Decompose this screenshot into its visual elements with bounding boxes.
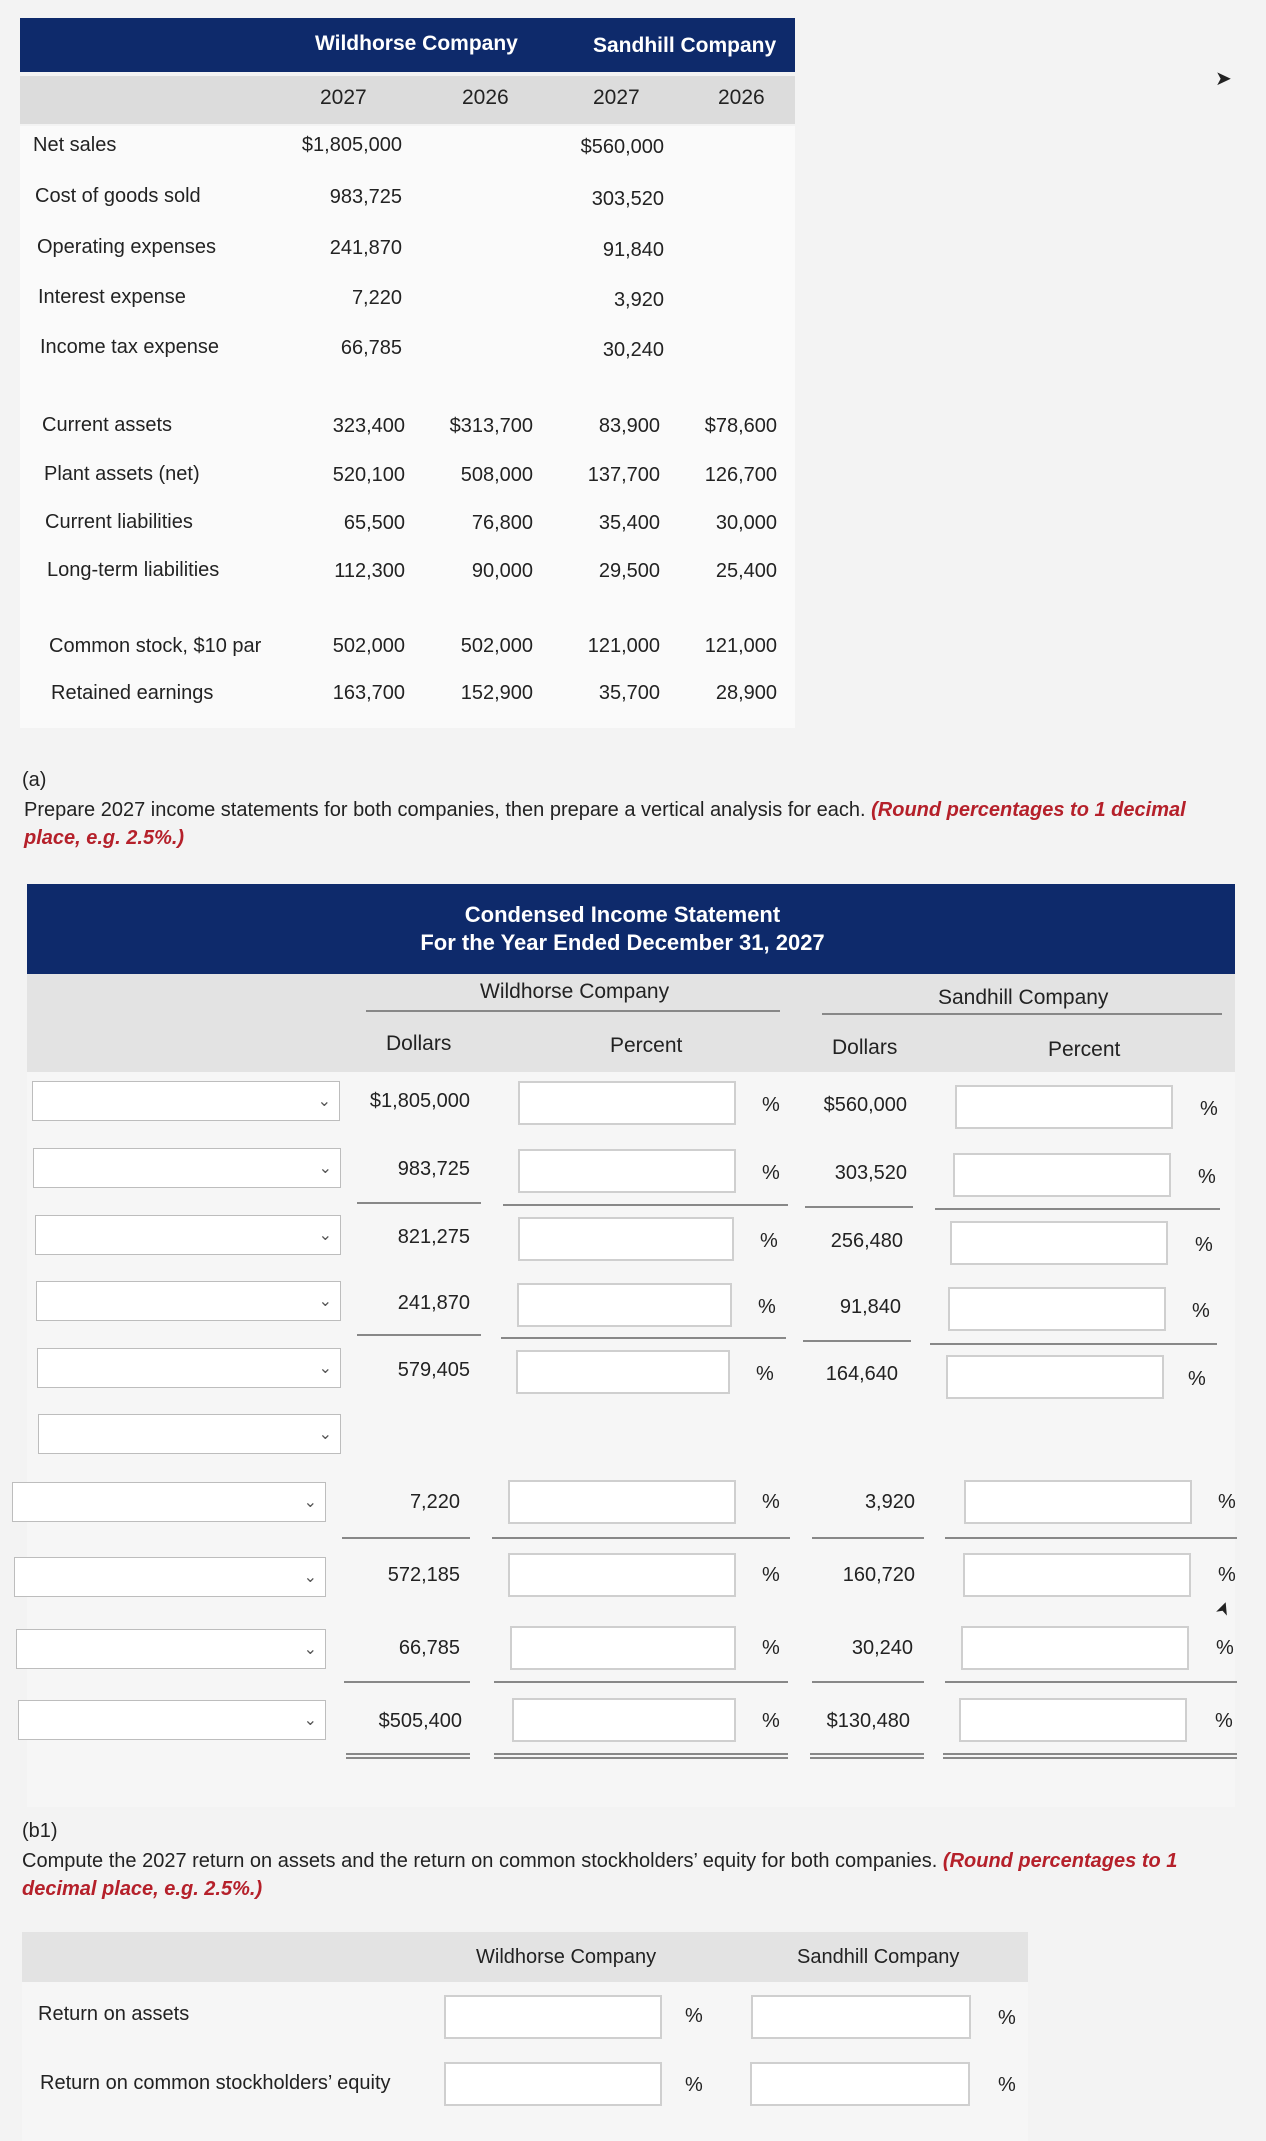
wildhorse-percent-input[interactable]	[516, 1350, 730, 1394]
cell: 112,300	[334, 560, 405, 582]
cell: 508,000	[460, 464, 533, 486]
col-dollars: Dollars	[832, 1036, 898, 1059]
cell: 241,870	[329, 237, 402, 259]
wildhorse-dollars: 241,870	[397, 1292, 470, 1314]
chevron-down-icon: ⌄	[317, 1093, 331, 1110]
row-label: Plant assets (net)	[44, 463, 200, 485]
cell: 29,500	[598, 560, 660, 582]
cell: 502,000	[460, 635, 533, 657]
percent-sign: %	[762, 1564, 780, 1586]
sandhill-roe-input[interactable]	[750, 2062, 970, 2106]
col-percent: Percent	[1048, 1038, 1121, 1061]
percent-sign: %	[685, 2074, 703, 2096]
cell: 30,240	[602, 339, 664, 361]
percent-sign: %	[758, 1296, 776, 1318]
sandhill-percent-input[interactable]	[964, 1480, 1192, 1524]
row-label: Cost of goods sold	[35, 185, 201, 207]
account-dropdown[interactable]	[37, 1348, 341, 1388]
sandhill-dollars: 30,240	[851, 1637, 913, 1659]
part-b1-round-note: (Round percentages to 1 decimal place, e.g. 2.5%.)	[22, 1850, 1178, 1900]
cell: 7,220	[351, 287, 402, 309]
account-dropdown[interactable]	[36, 1281, 341, 1321]
year-header-row	[20, 76, 795, 124]
cell: 25,400	[715, 560, 777, 582]
row-label: Net sales	[33, 134, 117, 156]
account-dropdown[interactable]	[38, 1414, 341, 1454]
sandhill-dollars: 91,840	[839, 1296, 901, 1318]
cell: 126,700	[704, 464, 777, 486]
percent-sign: %	[1215, 1710, 1233, 1732]
part-a-tag: (a)	[22, 769, 47, 791]
row-label: Income tax expense	[40, 336, 219, 358]
account-dropdown[interactable]	[33, 1148, 341, 1188]
year-header: 2026	[462, 86, 509, 109]
percent-sign: %	[1192, 1300, 1210, 1322]
wildhorse-dollars: $505,400	[378, 1710, 462, 1732]
roa-label: Return on assets	[38, 2003, 190, 2025]
chevron-down-icon: ⌄	[303, 1569, 317, 1586]
cell: 90,000	[471, 560, 533, 582]
cell: $78,600	[704, 415, 777, 437]
cell: 91,840	[602, 239, 664, 261]
sandhill-dollars: 303,520	[834, 1162, 907, 1184]
cell: 83,900	[598, 415, 660, 437]
cell: 28,900	[715, 682, 777, 704]
sandhill-percent-input[interactable]	[946, 1355, 1164, 1399]
cell: 983,725	[329, 186, 402, 208]
wildhorse-percent-input[interactable]	[508, 1553, 736, 1597]
cell: $313,700	[449, 415, 533, 437]
account-dropdown[interactable]	[14, 1557, 326, 1597]
percent-sign: %	[1218, 1491, 1236, 1513]
sandhill-dollars: 164,640	[825, 1363, 898, 1385]
percent-sign: %	[1200, 1098, 1218, 1120]
wildhorse-percent-input[interactable]	[518, 1149, 736, 1193]
year-header: 2027	[320, 86, 367, 109]
sandhill-percent-input[interactable]	[959, 1698, 1187, 1742]
percent-sign: %	[762, 1637, 780, 1659]
cursor-icon: ➤	[1215, 68, 1232, 90]
percent-sign: %	[998, 2007, 1016, 2029]
sandhill-percent-input[interactable]	[950, 1221, 1168, 1265]
part-b1-instruction	[22, 1847, 1202, 1903]
wildhorse-dollars: 572,185	[387, 1564, 460, 1586]
wildhorse-dollars: 983,725	[397, 1158, 470, 1180]
chevron-down-icon: ⌄	[303, 1641, 317, 1658]
percent-sign: %	[1216, 1637, 1234, 1659]
cell: $560,000	[580, 136, 664, 158]
chevron-down-icon: ⌄	[318, 1227, 332, 1244]
row-label: Long-term liabilities	[47, 559, 220, 581]
part-a-round-note: (Round percentages to 1 decimal place, e.g. 2.5%.)	[24, 799, 1186, 849]
percent-sign: %	[685, 2005, 703, 2027]
sandhill-dollars: $130,480	[826, 1710, 910, 1732]
chevron-down-icon: ⌄	[318, 1426, 332, 1443]
sandhill-percent-input[interactable]	[955, 1085, 1173, 1129]
col-dollars: Dollars	[386, 1032, 452, 1055]
part-b1-tag: (b1)	[22, 1820, 58, 1842]
sandhill-header: Sandhill Company	[593, 34, 777, 57]
statement-sandhill: Sandhill Company	[938, 986, 1109, 1009]
wildhorse-dollars: 7,220	[409, 1491, 460, 1513]
percent-sign: %	[762, 1094, 780, 1116]
sandhill-percent-input[interactable]	[948, 1287, 1166, 1331]
cell: 35,400	[598, 512, 660, 534]
year-header: 2026	[718, 86, 765, 109]
percent-sign: %	[1188, 1368, 1206, 1390]
wildhorse-percent-input[interactable]	[518, 1081, 736, 1125]
statement-subtitle: For the Year Ended December 31, 2027	[420, 930, 825, 955]
cell: 66,785	[340, 337, 402, 359]
chevron-down-icon: ⌄	[318, 1293, 332, 1310]
percent-sign: %	[1198, 1166, 1216, 1188]
cell: 65,500	[343, 512, 405, 534]
sandhill-percent-input[interactable]	[963, 1553, 1191, 1597]
account-dropdown[interactable]	[16, 1629, 326, 1669]
cell: 76,800	[471, 512, 533, 534]
wildhorse-percent-input[interactable]	[510, 1626, 736, 1670]
cell: 137,700	[587, 464, 660, 486]
cell: 303,520	[591, 188, 664, 210]
percent-sign: %	[1195, 1234, 1213, 1256]
row-label: Current liabilities	[45, 511, 193, 533]
ratio-wildhorse: Wildhorse Company	[476, 1946, 657, 1968]
cell: 502,000	[332, 635, 405, 657]
cell: $1,805,000	[301, 134, 402, 156]
row-label: Common stock, $10 par	[49, 635, 262, 657]
wildhorse-percent-input[interactable]	[517, 1283, 732, 1327]
row-label: Interest expense	[38, 286, 186, 308]
cell: 35,700	[598, 682, 660, 704]
cell: 121,000	[587, 635, 660, 657]
percent-sign: %	[1218, 1564, 1236, 1586]
year-header: 2027	[593, 86, 640, 109]
col-percent: Percent	[610, 1034, 683, 1057]
chevron-down-icon: ⌄	[318, 1160, 332, 1177]
sandhill-dollars: $560,000	[823, 1094, 907, 1116]
percent-sign: %	[998, 2074, 1016, 2096]
statement-wildhorse: Wildhorse Company	[480, 980, 670, 1003]
cell: 163,700	[332, 682, 405, 704]
cell: 3,920	[613, 289, 664, 311]
sandhill-percent-input[interactable]	[953, 1153, 1171, 1197]
statement-title: Condensed Income Statement	[464, 902, 781, 927]
sandhill-dollars: 160,720	[842, 1564, 915, 1586]
wildhorse-roa-input[interactable]	[444, 1995, 662, 2039]
wildhorse-roe-input[interactable]	[444, 2062, 662, 2106]
chevron-down-icon: ⌄	[303, 1712, 317, 1729]
chevron-down-icon: ⌄	[303, 1494, 317, 1511]
part-a-instruction	[24, 796, 1239, 852]
sandhill-roa-input[interactable]	[751, 1995, 971, 2039]
wildhorse-dollars: 579,405	[397, 1359, 470, 1381]
sandhill-dollars: 3,920	[864, 1491, 915, 1513]
cell: 152,900	[460, 682, 533, 704]
sandhill-dollars: 256,480	[830, 1230, 903, 1252]
roe-label: Return on common stockholders’ equity	[40, 2072, 391, 2094]
wildhorse-percent-input[interactable]	[518, 1217, 734, 1261]
wildhorse-percent-input[interactable]	[512, 1698, 736, 1742]
cursor-icon: ➤	[1211, 1597, 1236, 1619]
percent-sign: %	[760, 1230, 778, 1252]
cell: 30,000	[715, 512, 777, 534]
part-b1-text: Compute the 2027 return on assets and the return on common stockholders’ equity for both companies.	[22, 1850, 938, 1872]
account-dropdown[interactable]	[35, 1215, 341, 1255]
row-label: Retained earnings	[51, 682, 214, 704]
cell: 520,100	[332, 464, 405, 486]
part-a-text: Prepare 2027 income statements for both companies, then prepare a vertical analysis for each.	[24, 799, 866, 821]
wildhorse-dollars: 66,785	[398, 1637, 460, 1659]
wildhorse-dollars: 821,275	[397, 1226, 470, 1248]
income-statement-header	[27, 884, 1235, 974]
account-dropdown[interactable]	[18, 1700, 326, 1740]
cell: 121,000	[704, 635, 777, 657]
percent-sign: %	[762, 1710, 780, 1732]
ratio-sandhill: Sandhill Company	[797, 1946, 960, 1968]
account-dropdown[interactable]	[32, 1081, 340, 1121]
wildhorse-percent-input[interactable]	[508, 1480, 736, 1524]
sandhill-percent-input[interactable]	[961, 1626, 1189, 1670]
percent-sign: %	[762, 1491, 780, 1513]
percent-sign: %	[756, 1363, 774, 1385]
wildhorse-dollars: $1,805,000	[369, 1090, 470, 1112]
cell: 323,400	[332, 415, 405, 437]
row-label: Operating expenses	[37, 236, 217, 258]
account-dropdown[interactable]	[12, 1482, 326, 1522]
row-label: Current assets	[42, 414, 173, 436]
percent-sign: %	[762, 1162, 780, 1184]
chevron-down-icon: ⌄	[318, 1360, 332, 1377]
data-table	[20, 18, 795, 728]
wildhorse-header: Wildhorse Company	[315, 32, 518, 55]
